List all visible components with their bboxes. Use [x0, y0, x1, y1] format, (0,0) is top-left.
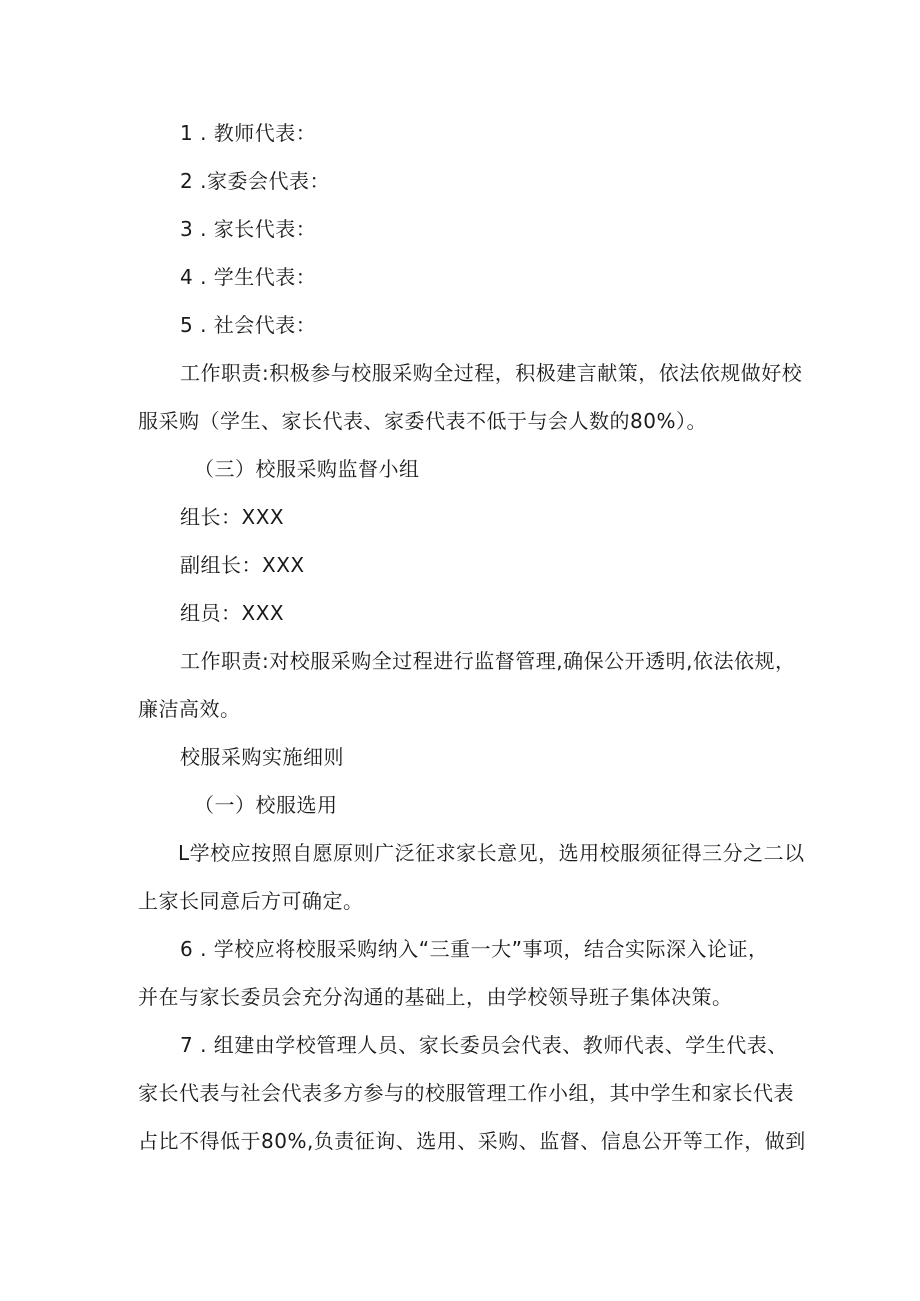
list-item-parent-rep: 3 . 家长代表：	[180, 217, 317, 241]
paragraph-rule-1-line-1: L学校应按照自愿原则广泛征求家长意见，选用校服须征得三分之二以	[178, 841, 805, 865]
paragraph-duties-1-line-1: 工作职责:积极参与校服采购全过程，积极建言献策，依法依规做好校	[180, 361, 803, 385]
section-heading-supervision-group: （三）校服采购监督小组	[194, 457, 420, 481]
supervision-leader: 组长：XXX	[180, 505, 285, 529]
paragraph-rule-7-line-3: 占比不得低于80%,负责征询、选用、采购、监督、信息公开等工作，做到	[138, 1129, 806, 1153]
list-item-parent-committee-rep: 2 .家委会代表：	[180, 169, 330, 193]
paragraph-duties-1-line-2: 服采购（学生、家长代表、家委代表不低于与会人数的80%）。	[138, 409, 707, 433]
subsection-heading-uniform-selection: （一）校服选用	[194, 793, 338, 817]
paragraph-rule-7-line-1: 7 . 组建由学校管理人员、家长委员会代表、教师代表、学生代表、	[180, 1033, 788, 1057]
section-heading-implementation-rules: 校服采购实施细则	[180, 745, 344, 769]
supervision-members: 组员：XXX	[180, 601, 285, 625]
list-item-community-rep: 5 . 社会代表：	[180, 313, 317, 337]
paragraph-duties-2-line-2: 廉洁高效。	[138, 697, 241, 721]
list-item-student-rep: 4 . 学生代表：	[180, 265, 317, 289]
paragraph-rule-6-line-2: 并在与家长委员会充分沟通的基础上，由学校领导班子集体决策。	[138, 985, 733, 1009]
paragraph-duties-2-line-1: 工作职责:对校服采购全过程进行监督管理,确保公开透明,依法依规，	[180, 649, 796, 673]
list-item-teacher-rep: 1 . 教师代表：	[180, 121, 317, 145]
paragraph-rule-6-line-1: 6 . 学校应将校服采购纳入“三重一大”事项，结合实际深入论证，	[180, 937, 769, 961]
paragraph-rule-1-line-2: 上家长同意后方可确定。	[138, 889, 364, 913]
supervision-deputy-leader: 副组长：XXX	[180, 553, 305, 577]
paragraph-rule-7-line-2: 家长代表与社会代表多方参与的校服管理工作小组，其中学生和家长代表	[138, 1081, 794, 1105]
